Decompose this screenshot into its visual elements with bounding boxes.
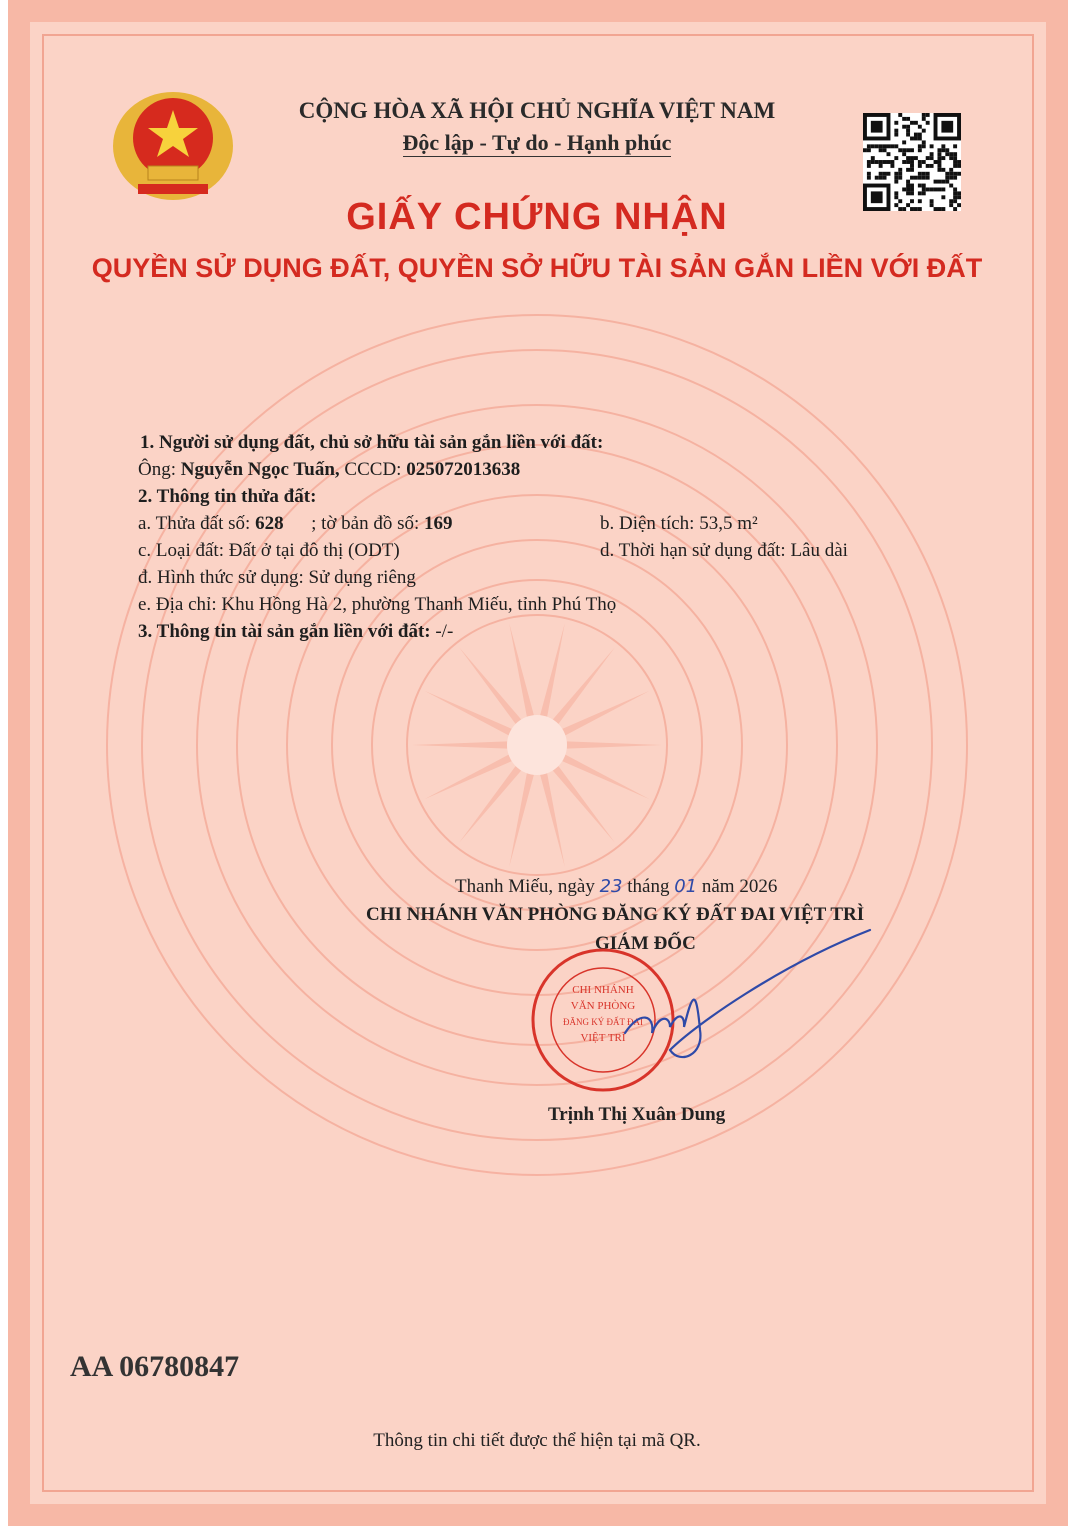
country-name: CỘNG HÒA XÃ HỘI CHỦ NGHĨA VIỆT NAM (298, 98, 776, 123)
address-line: e. Địa chỉ: Khu Hồng Hà 2, phường Thanh Miếu, tỉnh Phú Thọ (138, 594, 617, 615)
certificate-subtitle: QUYỀN SỬ DỤNG ĐẤT, QUYỀN SỞ HỮU TÀI SẢN GẮN LIỀN VỚI ĐẤT (91, 253, 983, 283)
drum-star-ray (509, 623, 534, 717)
parcel-label: a. Thửa đất số: (138, 513, 256, 534)
section3-value: -/- (435, 621, 454, 642)
area-line: b. Diện tích: 53,5 m² (600, 513, 758, 534)
id-number: 025072013638 (406, 459, 521, 480)
usage-term-line: d. Thời hạn sử dụng đất: Lâu dài (600, 540, 848, 561)
stamp-line1: CHI NHÁNH (572, 984, 634, 996)
motto-text: Độc lập - Tự do - Hạnh phúc (402, 130, 672, 155)
stamp-line3: ĐĂNG KÝ ĐẤT ĐAI (562, 1017, 644, 1027)
map-label: ; tờ bản đồ số: (311, 513, 425, 534)
drum-star-ray (540, 623, 565, 717)
issue-date (455, 876, 777, 898)
month-label: tháng (622, 876, 675, 897)
date-day: 23 (599, 876, 623, 897)
section2-heading: 2. Thông tin thửa đất: (138, 486, 317, 507)
usage-form-line: đ. Hình thức sử dụng: Sử dụng riêng (138, 567, 416, 588)
motto (0, 130, 1074, 156)
date-month: 01 (674, 876, 698, 897)
stamp-line4: VIỆT TRÌ (580, 1032, 626, 1044)
section3-heading: 3. Thông tin tài sản gắn liền với đất: (138, 621, 436, 642)
drum-star-ray (509, 773, 534, 867)
map-number: 169 (424, 513, 453, 534)
id-label: CCCD: (339, 459, 407, 480)
parcel-line (138, 513, 453, 535)
handwritten-signature (600, 915, 900, 1075)
stamp-line2: VĂN PHÒNG (570, 1000, 636, 1012)
parcel-number: 628 (255, 513, 284, 534)
certificate-title: GIẤY CHỨNG NHẬN (346, 196, 728, 238)
drum-star-ray (540, 773, 565, 867)
signer-position: GIÁM ĐỐC (595, 933, 696, 954)
owner-prefix: Ông: (138, 459, 181, 480)
section3-line (138, 621, 453, 643)
drum-star-ray (567, 741, 662, 748)
issuing-office: CHI NHÁNH VĂN PHÒNG ĐĂNG KÝ ĐẤT ĐAI VIỆT TRÌ (366, 904, 865, 925)
signer-name: Trịnh Thị Xuân Dung (548, 1104, 726, 1125)
owner-name: Nguyễn Ngọc Tuấn, (180, 459, 340, 480)
serial-number: AA 06780847 (70, 1350, 240, 1383)
section1-heading: 1. Người sử dụng đất, chủ sở hữu tài sản gắn liền với đất: (140, 432, 604, 453)
land-type-line: c. Loại đất: Đất ở tại đô thị (ODT) (138, 540, 400, 561)
date-place: Thanh Miếu, ngày (455, 876, 600, 897)
footer-note: Thông tin chi tiết được thể hiện tại mã QR. (373, 1430, 701, 1451)
owner-line (138, 459, 520, 481)
drum-star-ray (412, 741, 507, 748)
year-label: năm 2026 (697, 876, 778, 897)
